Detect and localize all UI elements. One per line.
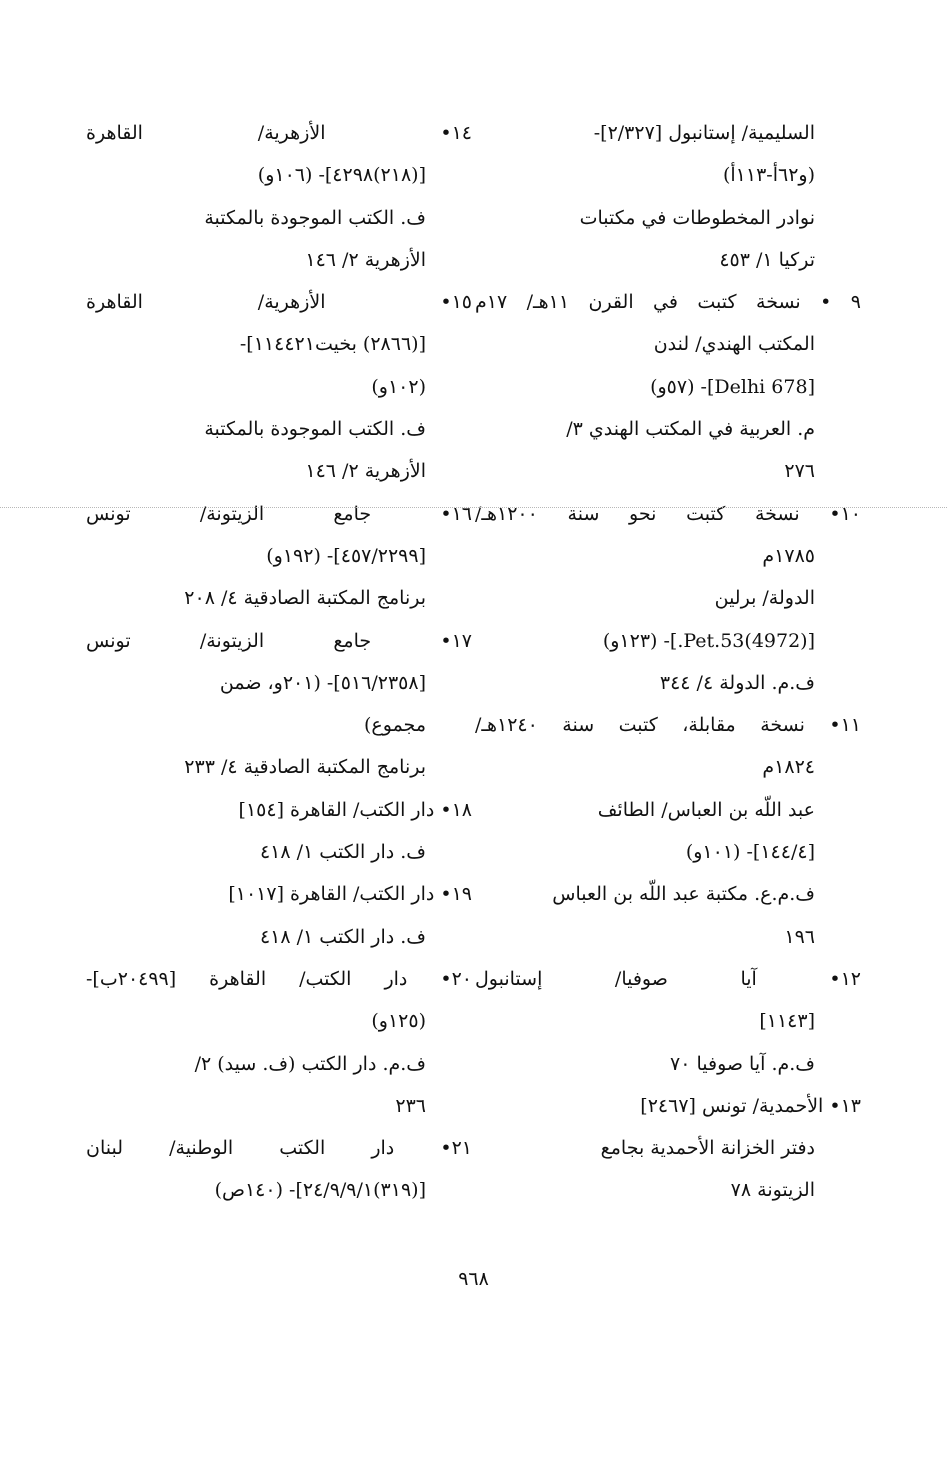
text-line: ١٥• الأزهرية/ القاهرة (86, 291, 472, 314)
text-line: ١٠• نسخة كتبت نحو سنة ١٢٠٠هـ/ (475, 502, 861, 525)
text-line: ١٣• الأحمدية/ تونس [٢٤٦٧] (640, 1094, 861, 1117)
text-line: ١٩٦ (784, 925, 815, 948)
text-line: ١٩• دار الكتب/ القاهرة [١٠١٧] (228, 883, 472, 906)
text-line: ف.م. الدولة ٤/ ٣٤٤ (659, 671, 815, 694)
left-column (86, 112, 472, 1212)
text-line: مجموع) (364, 714, 426, 737)
text-line: الزيتونة ٧٨ (730, 1179, 815, 1202)
text-line: ف. دار الكتب ١/ ٤١٨ (259, 925, 426, 948)
text-line: (١٠٢و) (371, 375, 426, 398)
text-line: ف. الكتب الموجودة بالمكتبة (204, 418, 426, 441)
right-column (475, 112, 861, 1212)
text-line: [١١٤٣] (759, 1010, 815, 1033)
text-line: [(4972)Pet.53.]- (١٢٣و) (602, 629, 815, 652)
text-line: ١٧• جامع الزيتونة/ تونس (86, 629, 472, 652)
text-line: ف. الكتب الموجودة بالمكتبة (204, 206, 426, 229)
text-line: ١٢• آيا صوفيا/ إستانبول (475, 967, 861, 990)
text-line: ١٦• جامع الزيتونة/ تونس (86, 502, 472, 525)
text-line: ١٧٨٥م (762, 544, 815, 567)
text-line: عبد اللّه بن العباس/ الطائف (597, 798, 815, 821)
text-line: الأزهرية ٢/ ١٤٦ (305, 460, 426, 483)
text-line: [(٣١٩)٢٤/٩/٩/١]- (١٤٠ص) (214, 1179, 426, 1202)
text-line: [(٢٨٦٦) بخيت١١٤٤٢١]- (239, 333, 426, 356)
text-line: المكتب الهندي/ لندن (653, 333, 815, 356)
text-line: [٥١٦/٢٣٥٨]- (٢٠١و، ضمن (219, 671, 426, 694)
text-line: (و٦٢أ-١١٣أ) (722, 164, 815, 187)
text-line: ٩ • نسخة كتبت في القرن ١١هـ/ ١٧م (475, 291, 861, 314)
text-line: تركيا ١/ ٤٥٣ (719, 248, 815, 271)
text-line: دفتر الخزانة الأحمدية بجامع (600, 1137, 815, 1160)
text-line: برنامج المكتبة الصادقية ٤/ ٢٠٨ (184, 587, 426, 610)
text-line: نوادر المخطوطات في مكتبات (579, 206, 815, 229)
scan-divider-line (0, 507, 947, 508)
text-line: ف.م. آيا صوفيا ٧٠ (670, 1052, 815, 1075)
text-line: [٤٥٧/٢٢٩٩]- (١٩٢و) (266, 544, 426, 567)
text-line: ١٨• دار الكتب/ القاهرة [١٥٤] (238, 798, 472, 821)
text-line: الأزهرية ٢/ ١٤٦ (305, 248, 426, 271)
page-number: ٩٦٨ (458, 1268, 489, 1290)
text-line: ٢١• دار الكتب الوطنية/ لبنان (86, 1137, 472, 1160)
text-line: ف. دار الكتب ١/ ٤١٨ (259, 841, 426, 864)
text-line: ٢٠• دار الكتب/ القاهرة [٢٠٤٩٩ب]- (86, 967, 472, 990)
text-line: ف.م. دار الكتب (ف. سيد) ٢/ (194, 1052, 426, 1075)
text-line: [Delhi 678]- (٥٧و) (650, 375, 815, 398)
text-line: ١٤• الأزهرية/ القاهرة (86, 122, 472, 144)
text-line: (١٢٥و) (371, 1010, 426, 1033)
text-line: [(٢١٨)٤٢٩٨]- (١٠٦و) (257, 164, 426, 187)
text-line: السليمية/ إستانبول [٢/٣٢٧]- (593, 122, 815, 144)
text-line: ف.م.ع. مكتبة عبد اللّه بن العباس (552, 883, 815, 906)
text-line: الدولة/ برلين (714, 587, 815, 610)
text-line: ١١• نسخة مقابلة، كتبت سنة ١٢٤٠هـ/ (475, 714, 861, 737)
text-line: ١٨٢٤م (762, 756, 815, 779)
text-line: ٢٣٦ (395, 1094, 426, 1117)
text-line: ٢٧٦ (784, 460, 815, 483)
text-line: برنامج المكتبة الصادقية ٤/ ٢٣٣ (184, 756, 426, 779)
text-line: م. العربية في المكتب الهندي ٣/ (566, 418, 815, 441)
text-line: [١٤٤/٤]- (١٠١و) (685, 841, 815, 864)
